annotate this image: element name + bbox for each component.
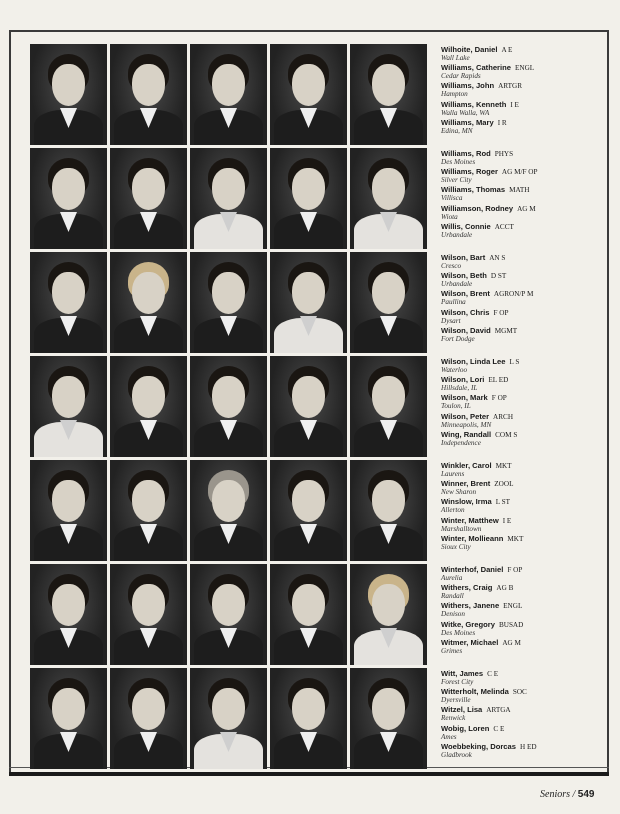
student-hometown: Forest City [441, 678, 474, 687]
portrait-photo [30, 564, 107, 665]
student-hometown: Aurelia [441, 574, 463, 583]
portrait-row [30, 668, 600, 769]
portrait-photo [190, 44, 267, 145]
student-hometown: Wall Lake [441, 54, 470, 63]
student-major: COM S [495, 430, 518, 439]
student-hometown: Grimes [441, 646, 463, 655]
portrait-photo [30, 668, 107, 769]
student-major: MKT [495, 462, 512, 470]
name-entry [441, 80, 601, 98]
portrait-row [30, 564, 600, 665]
name-entry [441, 392, 601, 410]
student-hometown: Urbandale [441, 230, 473, 239]
portrait-photo [270, 252, 347, 353]
student-major: MKT [507, 534, 524, 543]
portrait-photo [270, 668, 347, 769]
student-name: Witterholt, Melinda [441, 687, 509, 697]
portrait-row [30, 148, 600, 249]
portrait-photo [110, 356, 187, 457]
portrait-photo [190, 148, 267, 249]
name-entry [441, 478, 601, 496]
portrait-photo [30, 460, 107, 561]
portrait-photo [270, 460, 347, 561]
name-entry [441, 62, 601, 80]
student-major: BUSAD [498, 620, 524, 629]
name-entry [441, 686, 601, 704]
portrait-row [30, 356, 600, 457]
portrait-photo [270, 148, 347, 249]
portrait-photo [350, 44, 427, 145]
portrait-photo [270, 564, 347, 665]
name-entry [441, 44, 601, 62]
portrait-photo [190, 668, 267, 769]
student-hometown: Gladbrook [441, 750, 472, 759]
student-major: AG B [496, 584, 514, 593]
student-major: SOC [512, 688, 527, 697]
name-list [441, 148, 601, 239]
name-entry [441, 270, 601, 288]
portrait-row [30, 44, 600, 145]
student-name: Winter, Mollieann [441, 533, 504, 543]
student-major: A E [501, 46, 513, 54]
name-entry [441, 411, 601, 429]
portrait-photo [110, 252, 187, 353]
name-list [441, 460, 601, 551]
student-hometown: Marshalltown [441, 524, 482, 533]
student-name: Wilson, Chris [441, 307, 490, 317]
name-entry [441, 723, 601, 741]
name-entry [441, 668, 601, 686]
student-major: F OP [493, 308, 509, 317]
name-entry [441, 374, 601, 392]
student-hometown: Toulon, IL [441, 402, 471, 411]
student-hometown: Urbandale [441, 280, 473, 289]
portrait-photo [270, 44, 347, 145]
student-hometown: Dysart [441, 316, 461, 325]
student-major: D ST [490, 272, 507, 281]
name-entry [441, 460, 601, 478]
student-name: Williams, Rod [441, 149, 491, 158]
student-name: Williams, Mary [441, 117, 494, 127]
footer-section-label: Seniors / [540, 789, 576, 800]
student-major: ARTGR [498, 82, 523, 91]
student-hometown: Edina, MN [441, 126, 473, 135]
student-name: Williams, Thomas [441, 185, 506, 195]
student-name: Williams, Catherine [441, 63, 511, 73]
student-name: Wilson, Brent [441, 289, 490, 299]
frame-bottom-rule [9, 772, 609, 776]
student-major: PHYS [494, 150, 514, 158]
name-entry [441, 99, 601, 117]
portrait-photo [350, 564, 427, 665]
student-name: Winkler, Carol [441, 461, 492, 470]
student-hometown: Des Moines [441, 628, 476, 637]
student-name: Wilson, Mark [441, 393, 488, 403]
name-list [441, 252, 601, 343]
name-entry [441, 741, 601, 759]
student-name: Williams, Roger [441, 167, 498, 177]
student-hometown: Silver City [441, 176, 472, 185]
name-entry [441, 184, 601, 202]
student-major: ENGL [514, 64, 535, 73]
student-name: Willis, Connie [441, 221, 491, 231]
name-entry [441, 515, 601, 533]
student-name: Wilson, Linda Lee [441, 357, 506, 366]
student-major: C E [493, 724, 505, 733]
portrait-photo [30, 356, 107, 457]
student-hometown: Randall [441, 592, 464, 601]
student-major: ZOOL [494, 480, 514, 489]
student-hometown: Sioux City [441, 542, 471, 551]
portrait-photo [30, 252, 107, 353]
student-name: Wilson, Bart [441, 253, 486, 262]
student-major: AN S [489, 254, 506, 262]
student-name: Withers, Craig [441, 583, 493, 593]
student-name: Wilhoite, Daniel [441, 45, 498, 54]
name-list [441, 356, 601, 447]
student-name: Woebbeking, Dorcas [441, 741, 516, 751]
student-hometown: Denison [441, 610, 465, 619]
student-major: AG M/F OP [501, 168, 538, 177]
portrait-photo [350, 460, 427, 561]
student-major: EL ED [488, 376, 509, 385]
student-name: Winner, Brent [441, 479, 491, 489]
student-major: I E [502, 516, 512, 525]
student-major: H ED [519, 742, 537, 751]
student-major: MGMT [494, 326, 518, 335]
name-entry [441, 582, 601, 600]
portrait-photo [30, 44, 107, 145]
student-hometown: Ames [441, 732, 457, 741]
portrait-row [30, 460, 600, 561]
name-entry [441, 496, 601, 514]
name-entry [441, 117, 601, 135]
student-major: AG M [517, 204, 536, 213]
student-hometown: Renwick [441, 714, 466, 723]
portrait-photo [350, 356, 427, 457]
name-entry [441, 203, 601, 221]
student-major: L S [509, 358, 520, 366]
portrait-photo [350, 252, 427, 353]
student-hometown: Minneapolis, MN [441, 420, 492, 429]
student-hometown: Paullina [441, 298, 466, 307]
portrait-photo [190, 356, 267, 457]
name-entry [441, 429, 601, 447]
student-hometown: Walla Walla, WA [441, 108, 490, 117]
name-entry [441, 619, 601, 637]
name-entry [441, 307, 601, 325]
portrait-photo [110, 460, 187, 561]
student-hometown: Laurens [441, 470, 465, 479]
portrait-photo [190, 252, 267, 353]
student-major: ARTGA [486, 706, 511, 715]
student-hometown: Villisca [441, 194, 463, 203]
student-major: ENGL [503, 602, 523, 611]
student-hometown: Fort Dodge [441, 334, 475, 343]
page-number: 549 [577, 789, 595, 800]
student-name: Witke, Gregory [441, 619, 495, 629]
student-name: Winter, Matthew [441, 515, 499, 525]
student-major: ARCH [493, 412, 514, 421]
name-entry [441, 704, 601, 722]
student-name: Williamson, Rodney [441, 203, 514, 213]
student-major: ACCT [494, 222, 514, 231]
student-hometown: Wiota [441, 212, 458, 221]
student-major: AGRON/P M [493, 290, 534, 299]
student-major: MATH [509, 186, 530, 195]
student-hometown: Des Moines [441, 158, 476, 167]
name-entry [441, 356, 601, 374]
student-major: F OP [507, 566, 523, 574]
student-name: Williams, John [441, 81, 495, 91]
name-list [441, 668, 601, 759]
name-entry [441, 252, 601, 270]
student-name: Witmer, Michael [441, 637, 499, 647]
portrait-photo [110, 668, 187, 769]
portrait-photo [350, 148, 427, 249]
student-name: Wilson, Beth [441, 271, 487, 281]
name-entry [441, 148, 601, 166]
portrait-photo [110, 44, 187, 145]
student-major: C E [487, 670, 499, 678]
name-entry [441, 533, 601, 551]
portrait-photo [110, 148, 187, 249]
student-major: L ST [495, 498, 511, 507]
student-name: Witzel, Lisa [441, 705, 483, 715]
student-name: Withers, Janene [441, 601, 500, 611]
student-hometown: Waterloo [441, 366, 468, 375]
student-hometown: Allerton [441, 506, 465, 515]
portrait-photo [190, 460, 267, 561]
portrait-row [30, 252, 600, 353]
student-hometown: Dyersville [441, 696, 471, 705]
student-name: Wilson, Peter [441, 411, 490, 421]
student-hometown: Independence [441, 438, 481, 447]
student-name: Winslow, Irma [441, 497, 492, 507]
student-hometown: Hampton [441, 90, 468, 99]
student-major: F OP [491, 394, 507, 403]
name-entry [441, 166, 601, 184]
name-entry [441, 637, 601, 655]
student-hometown: Cedar Rapids [441, 72, 481, 81]
name-entry [441, 288, 601, 306]
student-name: Wing, Randall [441, 429, 492, 439]
frame-right-rule [607, 30, 609, 776]
page-footer [540, 789, 594, 800]
student-name: Winterhof, Daniel [441, 565, 504, 574]
frame-top-rule [9, 30, 609, 32]
name-entry [441, 325, 601, 343]
student-name: Wilson, David [441, 325, 491, 335]
student-major: AG M [502, 638, 521, 647]
student-name: Wilson, Lori [441, 375, 485, 385]
portrait-photo [270, 356, 347, 457]
student-name: Wobig, Loren [441, 723, 490, 733]
portrait-photo [350, 668, 427, 769]
student-major: I E [510, 100, 519, 109]
portrait-photo [110, 564, 187, 665]
student-hometown: Hillsdale, IL [441, 384, 478, 393]
student-name: Williams, Kenneth [441, 99, 507, 109]
student-major: I R [497, 118, 507, 127]
portrait-photo [30, 148, 107, 249]
student-hometown: New Sharon [441, 488, 477, 497]
student-name: Witt, James [441, 669, 484, 678]
name-entry [441, 221, 601, 239]
portrait-photo [190, 564, 267, 665]
frame-left-rule [9, 30, 11, 776]
student-hometown: Cresco [441, 262, 462, 271]
name-list [441, 44, 601, 135]
name-entry [441, 600, 601, 618]
name-entry [441, 564, 601, 582]
name-list [441, 564, 601, 655]
